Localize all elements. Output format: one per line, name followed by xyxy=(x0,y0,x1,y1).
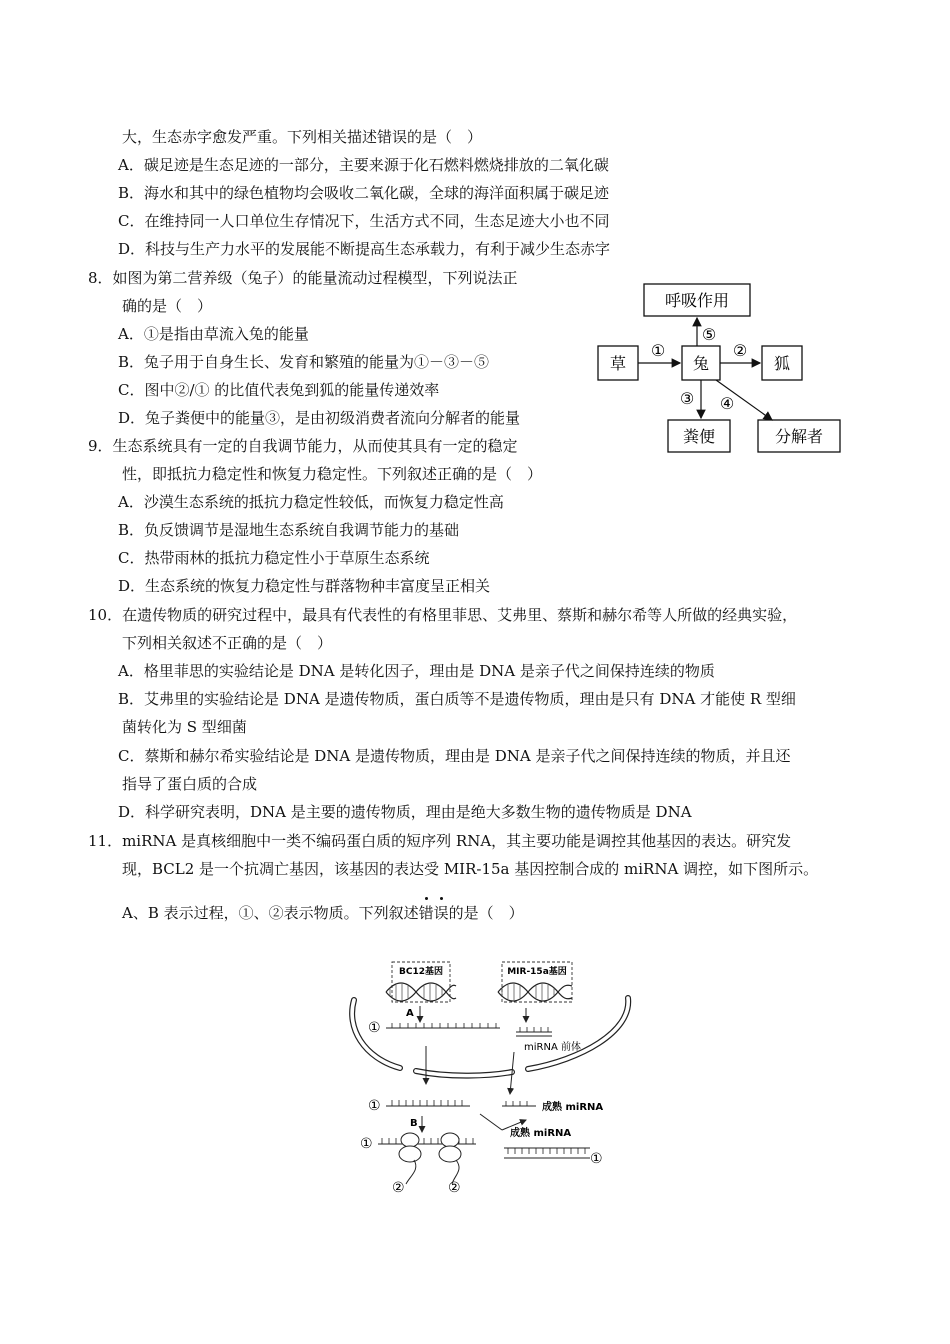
q10-option-d: D．科学研究表明，DNA 是主要的遗传物质，理由是绝大多数生物的遗传物质是 DNA xyxy=(118,803,692,821)
ribosome-1 xyxy=(399,1133,421,1184)
q10-option-b-line2: 菌转化为 S 型细菌 xyxy=(122,718,247,736)
q8-option-a: A．①是指由草流入兔的能量 xyxy=(118,325,309,343)
q11-stem-line3 xyxy=(122,903,524,923)
feces-label: 粪便 xyxy=(682,427,716,446)
process-a-label: A xyxy=(406,1008,414,1019)
mrna-mark-1: ① xyxy=(368,1020,381,1036)
q7-stem: 大，生态赤字愈发严重。下列相关描述错误的是（ ） xyxy=(122,128,483,146)
q10-option-c-line1: C．蔡斯和赫尔希实验结论是 DNA 是遗传物质，理由是 DNA 是亲子代之间保持连续的物质，并且还 xyxy=(118,747,791,765)
decomposer-label: 分解者 xyxy=(774,427,824,446)
q8-stem-line1: 8．如图为第二营养级（兔子）的能量流动过程模型，下列说法正 xyxy=(88,269,518,287)
grass-box xyxy=(598,346,638,380)
fox-label: 狐 xyxy=(773,354,791,373)
emphasis-char-1: 错 xyxy=(418,904,434,922)
bcl2-gene xyxy=(386,962,456,1002)
label-1: ① xyxy=(650,341,666,360)
q10-stem-line2: 下列相关叙述不正确的是（ ） xyxy=(122,634,333,652)
label-3: ③ xyxy=(679,389,695,408)
label-5: ⑤ xyxy=(701,325,717,344)
q7-option-b: B．海水和其中的绿色植物均会吸收二氧化碳，全球的海洋面积属于碳足迹 xyxy=(118,184,610,202)
arrow-mirna-binding xyxy=(480,1114,502,1130)
mir15a-gene xyxy=(498,962,572,1002)
q10-stem-line1: 10．在遗传物质的研究过程中，最具有代表性的有格里菲思、艾弗里、蔡斯和赫尔希等人所做的经典实验， xyxy=(88,606,798,624)
grass-label: 草 xyxy=(609,354,627,373)
rabbit-box xyxy=(682,346,720,380)
q8-option-c: C．图中②/① 的比值代表兔到狐的能量传递效率 xyxy=(118,381,440,399)
mir15a-gene-label: MIR-15a基因 xyxy=(507,967,567,977)
decomposer-box xyxy=(758,420,840,452)
emphasis-char-2: 误 xyxy=(433,904,449,922)
q9-stem-line1: 9．生态系统具有一定的自我调节能力，从而使其具有一定的稳定 xyxy=(88,437,518,455)
fox-box xyxy=(762,346,802,380)
feces-box xyxy=(668,420,730,452)
rabbit-label: 兔 xyxy=(692,354,710,373)
ribosome-2 xyxy=(439,1133,461,1184)
q7-option-a: A．碳足迹是生态足迹的一部分，主要来源于化石燃料燃烧排放的二氧化碳 xyxy=(118,156,609,174)
mature-mirna-label-1: 成熟 miRNA xyxy=(542,1102,604,1113)
q7-option-d: D．科技与生产力水平的发展能不断提高生态承载力，有利于减少生态赤字 xyxy=(118,240,611,258)
respiration-box xyxy=(644,284,750,316)
label-4: ④ xyxy=(719,394,735,413)
q10-option-a: A．格里菲思的实验结论是 DNA 是转化因子，理由是 DNA 是亲子代之间保持连续的物质 xyxy=(118,662,715,680)
q11-stem-line2: 现，BCL2 是一个抗凋亡基因，该基因的表达受 MIR-15a 基因控制合成的 miRNA 调控，如下图所示。 xyxy=(122,860,819,878)
q10-option-c-line2: 指导了蛋白质的合成 xyxy=(122,775,258,793)
q9-option-c: C．热带雨林的抵抗力稳定性小于草原生态系统 xyxy=(118,549,430,567)
q9-option-a: A．沙漠生态系统的抵抗力稳定性较低，而恢复力稳定性高 xyxy=(118,493,504,511)
energy-flow-diagram xyxy=(590,278,860,458)
q8-stem-line2: 确的是（ ） xyxy=(122,297,213,315)
label-2: ② xyxy=(732,341,748,360)
q9-option-d: D．生态系统的恢复力稳定性与群落物种丰富度呈正相关 xyxy=(118,577,491,595)
mrna-mark-3: ① xyxy=(360,1136,373,1152)
mature-mirna-label-2: 成熟 miRNA xyxy=(510,1128,572,1139)
q11-stem-line1: 11．miRNA 是真核细胞中一类不编码蛋白质的短序列 RNA，其主要功能是调控其他基因的表达。研究发 xyxy=(88,832,792,850)
bcl2-gene-label: BC12基因 xyxy=(399,967,443,977)
mirna-precursor-label: miRNA 前体 xyxy=(524,1042,581,1053)
q10-option-b-line1: B．艾弗里的实验结论是 DNA 是遗传物质，蛋白质等不是遗传物质，理由是只有 DNA 才能使 R 型细 xyxy=(118,690,796,708)
q11-stem3-post: 的是（ ） xyxy=(448,904,524,922)
process-b-label: B xyxy=(410,1118,418,1129)
q9-stem-line2: 性，即抵抗力稳定性和恢复力稳定性。下列叙述正确的是（ ） xyxy=(122,465,543,483)
q7-option-c: C．在维持同一人口单位生存情况下，生活方式不同，生态足迹大小也不同 xyxy=(118,212,610,230)
mrna-mark-2: ① xyxy=(368,1098,381,1114)
protein-mark-2: ② xyxy=(448,1180,461,1196)
q11-stem3-pre: A、B 表示过程，①、②表示物质。下列叙述 xyxy=(122,904,419,922)
mirna-figure xyxy=(340,948,640,1198)
q9-option-b: B．负反馈调节是湿地生态系统自我调节能力的基础 xyxy=(118,521,460,539)
q8-option-b: B．兔子用于自身生长、发育和繁殖的能量为①－③－⑤ xyxy=(118,353,490,371)
q8-option-d: D．兔子粪便中的能量③，是由初级消费者流向分解者的能量 xyxy=(118,409,521,427)
mrna-mark-4: ① xyxy=(590,1151,603,1167)
respiration-label: 呼吸作用 xyxy=(664,291,730,310)
protein-mark-1: ② xyxy=(392,1180,405,1196)
